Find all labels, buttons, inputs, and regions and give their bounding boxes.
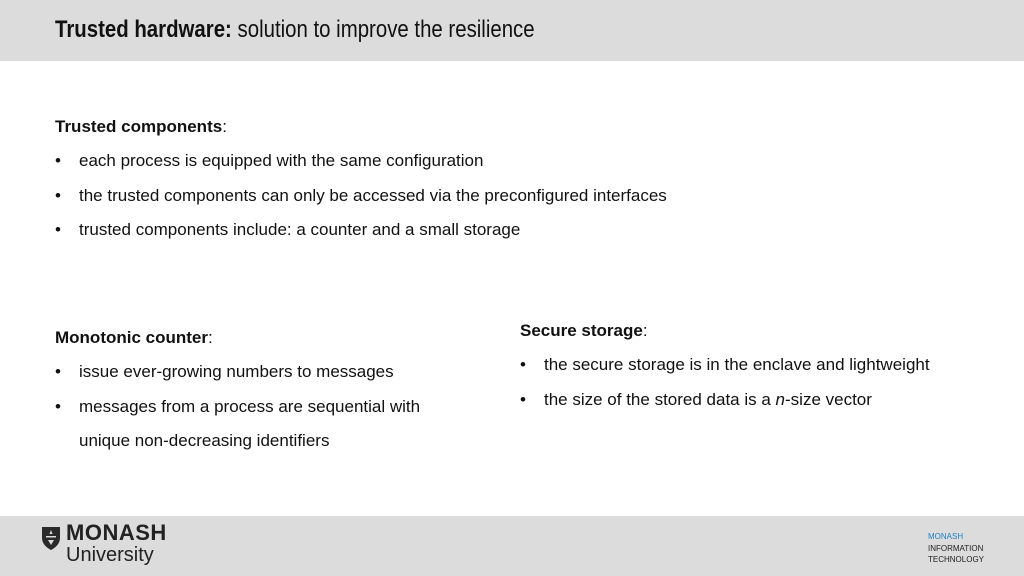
secure-storage-heading-text: Secure storage [520,321,643,340]
secure-storage-heading [520,321,648,341]
list-item: • the secure storage is in the enclave and lightweight [520,348,1010,383]
monotonic-counter-colon: : [207,328,213,347]
monotonic-counter-list [55,355,475,459]
university-sub: University [66,544,154,566]
size-bullet-suffix: -size vector [785,389,872,409]
monotonic-counter-heading [55,328,213,348]
slide-title-bold: Trusted hardware: [55,16,232,43]
trusted-components-colon: : [222,117,227,136]
list-item [520,383,1010,418]
size-bullet-italic: n [775,389,785,409]
slide-title [55,16,535,44]
list-item: • issue ever-growing numbers to messages [55,355,475,390]
slide-header [0,0,1024,61]
faculty-line-1: MONASH [928,532,964,541]
monash-crest-icon [40,525,62,551]
trusted-components-list [55,144,955,248]
list-item: • each process is equipped with the same configuration [55,144,955,179]
faculty-line-3: TECHNOLOGY [928,555,985,564]
secure-storage-colon: : [642,321,648,340]
trusted-components-heading [55,117,227,137]
monotonic-counter-heading-text: Monotonic counter [55,328,208,347]
trusted-components-heading-text: Trusted components [55,117,223,136]
faculty-line-2: INFORMATION [928,543,984,553]
slide-title-rest: solution to improve the resilience [231,16,535,43]
secure-storage-list [520,348,1010,417]
university-name: MONASH [66,520,167,545]
size-bullet-prefix: the size of the stored data is a [544,389,776,409]
list-item: • the trusted components can only be accessed via the preconfigured interfaces [55,179,955,214]
faculty-label [928,531,984,566]
list-item: • messages from a process are sequential with unique non-decreasing identifiers [55,390,475,459]
list-item: • trusted components include: a counter and a small storage [55,213,955,248]
